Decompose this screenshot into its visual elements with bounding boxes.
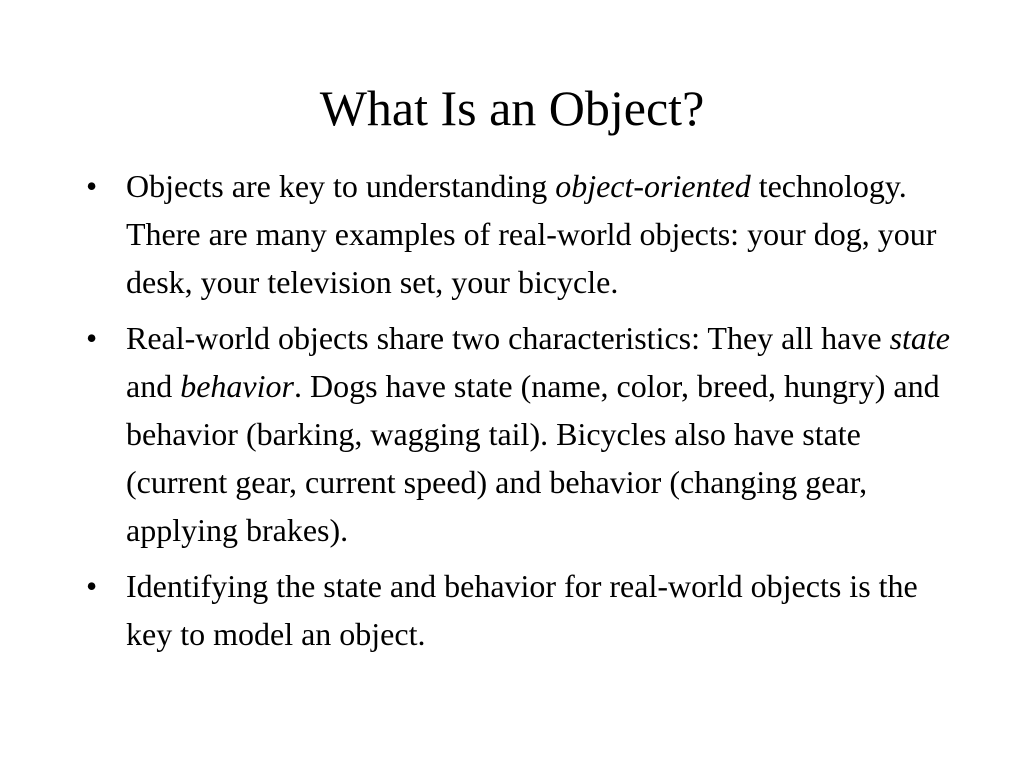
bullet-dot-icon: • xyxy=(86,320,98,356)
bullet-text-segment: Objects are key to understanding xyxy=(126,168,556,204)
bullet-list xyxy=(80,162,970,666)
bullet-text xyxy=(126,168,936,300)
slide-title: What Is an Object? xyxy=(319,80,705,136)
bullet-item xyxy=(80,162,970,306)
bullet-text-segment: and xyxy=(126,368,181,404)
bullet-text-italic: behavior xyxy=(180,368,294,404)
bullet-text xyxy=(126,320,950,548)
bullet-dot-icon: • xyxy=(86,568,98,604)
bullet-dot-icon: • xyxy=(86,168,98,204)
bullet-text-segment: Identifying the state and behavior for real-world objects is the key to model an object. xyxy=(126,568,918,652)
bullet-text-segment: Real-world objects share two characteristics: They all have xyxy=(126,320,890,356)
bullet-text-italic: object-oriented xyxy=(555,168,751,204)
bullet-text-italic: state xyxy=(889,320,950,356)
bullet-text-segment: technology. There are many examples of real-world objects: your dog, your desk, your television set, your bicycle. xyxy=(126,168,937,300)
bullet-item xyxy=(80,562,970,658)
bullet-text xyxy=(126,568,918,652)
bullet-text-segment: . Dogs have state (name, color, breed, hungry) and behavior (barking, wagging tail). Bicycles also have state (current gear, current speed) and behavior (changing gear, applying brakes). xyxy=(126,368,940,548)
bullet-item xyxy=(80,314,970,554)
